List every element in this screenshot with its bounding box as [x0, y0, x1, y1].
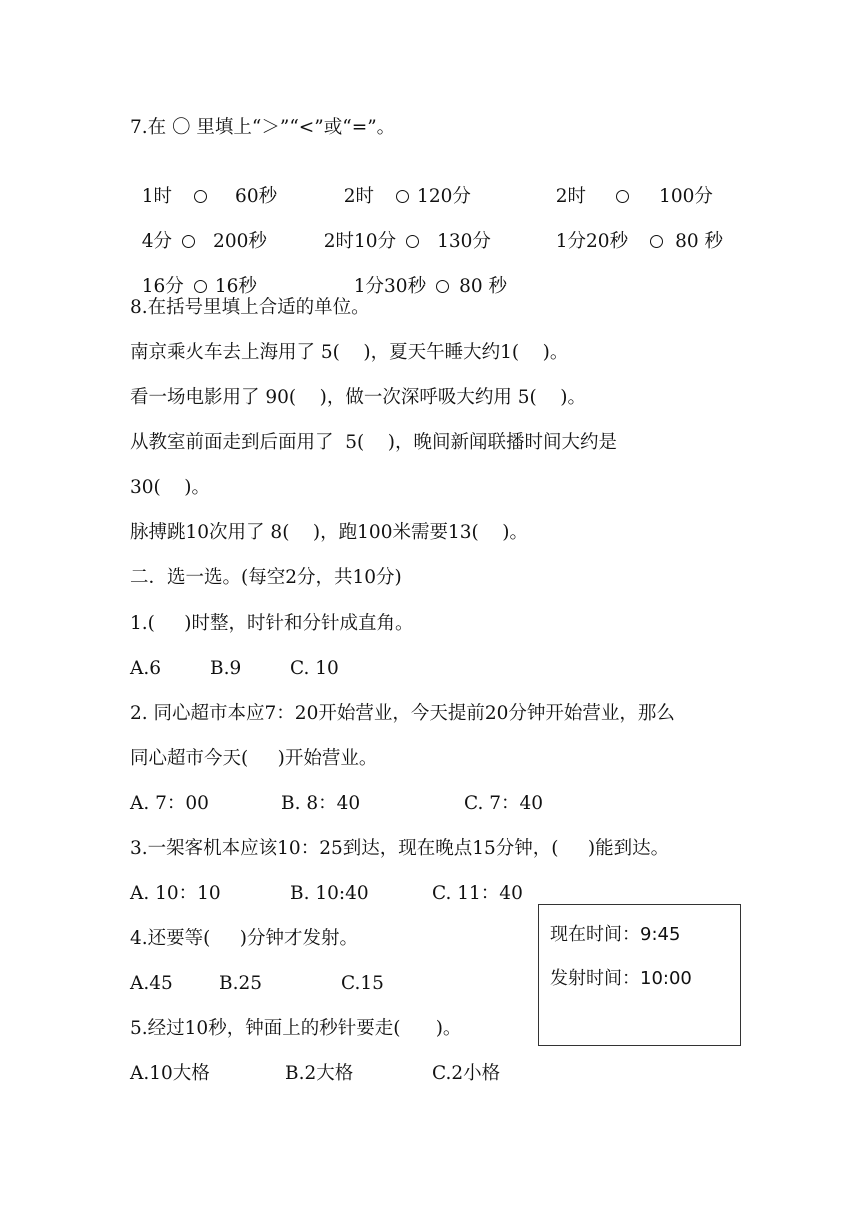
option-b[interactable]: B. 10:40	[290, 883, 369, 904]
compare-circle[interactable]	[650, 235, 663, 248]
compare-left: 1分30秒	[353, 276, 427, 297]
compare-item	[130, 251, 257, 299]
choice-question: 4.还要等( )分钟才发射。	[130, 928, 358, 949]
compare-right: 130分	[437, 231, 491, 252]
compare-right: 200秒	[213, 231, 267, 252]
compare-right: 100分	[659, 186, 713, 207]
q8-line: 从教室前面走到后面用了 5( )，晚间新闻联播时间大约是	[130, 432, 617, 453]
section-title: 二．选一选。(每空2分，共10分)	[130, 567, 402, 588]
option-a[interactable]: A. 10：10	[130, 883, 221, 904]
launch-time-label: 发射时间：10:00	[550, 968, 692, 989]
compare-item	[332, 161, 471, 209]
choice-question: 1.( )时整，时针和分针成直角。	[130, 613, 414, 634]
compare-item	[544, 206, 723, 254]
compare-item	[312, 206, 491, 254]
compare-circle[interactable]	[436, 280, 449, 293]
compare-left: 2时	[343, 186, 375, 207]
q8-line: 看一场电影用了 90( )，做一次深呼吸大约用 5( )。	[130, 387, 586, 408]
option-a[interactable]: A.45	[130, 973, 173, 994]
compare-item	[130, 206, 267, 254]
compare-circle[interactable]	[396, 190, 409, 203]
option-c[interactable]: C. 11：40	[432, 883, 523, 904]
compare-right: 120分	[417, 186, 471, 207]
compare-left: 2时	[555, 186, 587, 207]
compare-left: 16分	[141, 276, 184, 297]
option-b[interactable]: B.25	[219, 973, 263, 994]
option-b[interactable]: B.2大格	[285, 1063, 354, 1084]
compare-left: 1分20秒	[555, 231, 629, 252]
option-b[interactable]: B. 8：40	[281, 793, 361, 814]
q8-line: 30( )。	[130, 477, 210, 498]
option-a[interactable]: A.6	[130, 658, 162, 679]
current-time-label: 现在时间：9:45	[550, 924, 681, 945]
compare-circle[interactable]	[194, 280, 207, 293]
choice-question: 3.一架客机本应该10：25到达，现在晚点15分钟，( )能到达。	[130, 838, 670, 859]
compare-right: 80 秒	[675, 231, 723, 252]
option-c[interactable]: C.2小格	[432, 1063, 501, 1084]
compare-item	[544, 161, 713, 209]
option-a[interactable]: A.10大格	[130, 1063, 210, 1084]
compare-circle[interactable]	[182, 235, 195, 248]
q8-line: 南京乘火车去上海用了 5( )，夏天午睡大约1( )。	[130, 342, 569, 363]
launch-time-box	[538, 904, 741, 1046]
compare-circle[interactable]	[616, 190, 629, 203]
choice-question: 同心超市今天( )开始营业。	[130, 748, 378, 769]
option-c[interactable]: C. 7：40	[464, 793, 544, 814]
compare-item	[342, 251, 507, 299]
compare-circle[interactable]	[406, 235, 419, 248]
compare-right: 16秒	[214, 276, 257, 297]
option-b[interactable]: B.9	[210, 658, 242, 679]
option-c[interactable]: C. 10	[290, 658, 339, 679]
compare-left: 1时	[141, 186, 173, 207]
compare-left: 2时10分	[323, 231, 397, 252]
compare-left: 4分	[141, 231, 173, 252]
compare-item	[130, 161, 277, 209]
option-a[interactable]: A. 7：00	[130, 793, 209, 814]
compare-right: 60秒	[235, 186, 278, 207]
choice-question: 2. 同心超市本应7：20开始营业，今天提前20分钟开始营业，那么	[130, 703, 675, 724]
choice-question: 5.经过10秒，钟面上的秒针要走( )。	[130, 1018, 462, 1039]
option-c[interactable]: C.15	[341, 973, 384, 994]
q8-title: 8.在括号里填上合适的单位。	[130, 297, 370, 318]
compare-right: 80 秒	[459, 276, 507, 297]
q8-line: 脉搏跳10次用了 8( )，跑100米需要13( )。	[130, 522, 528, 543]
compare-circle[interactable]	[194, 190, 207, 203]
q7-title: 7.在 〇 里填上“＞”“<”或“=”。	[130, 117, 396, 138]
